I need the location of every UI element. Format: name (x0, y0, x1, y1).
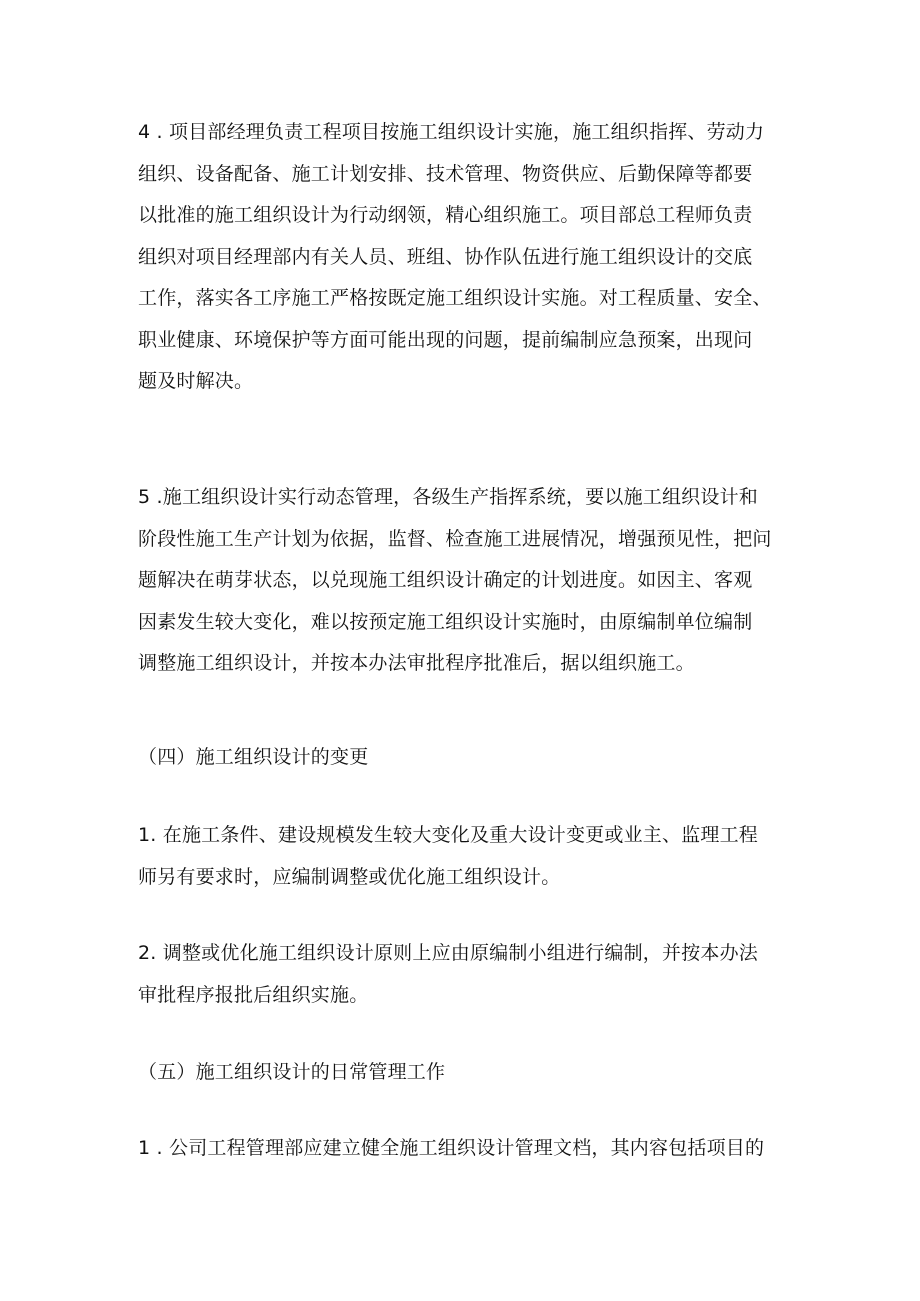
paragraph-daily-item-1 (138, 1128, 798, 1170)
paragraph-change-item-1 (138, 815, 798, 898)
text-line: 4 . 项目部经理负责工程项目按施工组织设计实施，施工组织指挥、劳动力 (138, 121, 765, 143)
text-line: 师另有要求时，应编制调整或优化施工组织设计。 (138, 865, 561, 888)
section-heading-five (138, 1052, 798, 1094)
text-line: 职业健康、环境保护等方面可能出现的问题，提前编制应急预案，出现问 (138, 328, 753, 351)
text-line: 阶段性施工生产计划为依据，监督、检查施工进展情况，增强预见性，把问 (138, 527, 772, 550)
paragraph-item-5 (138, 477, 798, 685)
paragraph-item-4 (138, 112, 798, 403)
text-line: 5 .施工组织设计实行动态管理，各级生产指挥系统，要以施工组织设计和 (138, 486, 758, 508)
heading-line: （五）施工组织设计的日常管理工作 (138, 1061, 446, 1083)
text-line: 2. 调整或优化施工组织设计原则上应由原编制小组进行编制，并按本办法 (138, 942, 758, 964)
text-line: 工作，落实各工序施工严格按既定施工组织设计实施。对工程质量、安全、 (138, 287, 772, 309)
text-line: 以批准的施工组织设计为行动纲领，精心组织施工。项目部总工程师负责 (138, 204, 753, 226)
heading-line: （四）施工组织设计的变更 (138, 746, 369, 768)
text-line: 1 . 公司工程管理部应建立健全施工组织设计管理文档，其内容包括项目的 (138, 1137, 765, 1159)
text-line: 组织、设备配备、施工计划安排、技术管理、物资供应、后勤保障等都要 (138, 162, 753, 185)
paragraph-change-item-2 (138, 933, 798, 1016)
text-line: 组织对项目经理部内有关人员、班组、协作队伍进行施工组织设计的交底 (138, 245, 753, 268)
text-line: 题及时解决。 (138, 370, 254, 392)
text-line: 调整施工组织设计，并按本办法审批程序批准后，据以组织施工。 (138, 652, 695, 674)
text-line: 题解决在萌芽状态，以兑现施工组织设计确定的计划进度。如因主、客观 (138, 569, 753, 591)
section-heading-four (138, 737, 798, 779)
text-line: 1. 在施工条件、建设规模发生较大变化及重大设计变更或业主、监理工程 (138, 824, 758, 846)
text-line: 审批程序报批后组织实施。 (138, 983, 369, 1006)
text-line: 因素发生较大变化，难以按预定施工组织设计实施时，由原编制单位编制 (138, 610, 753, 633)
